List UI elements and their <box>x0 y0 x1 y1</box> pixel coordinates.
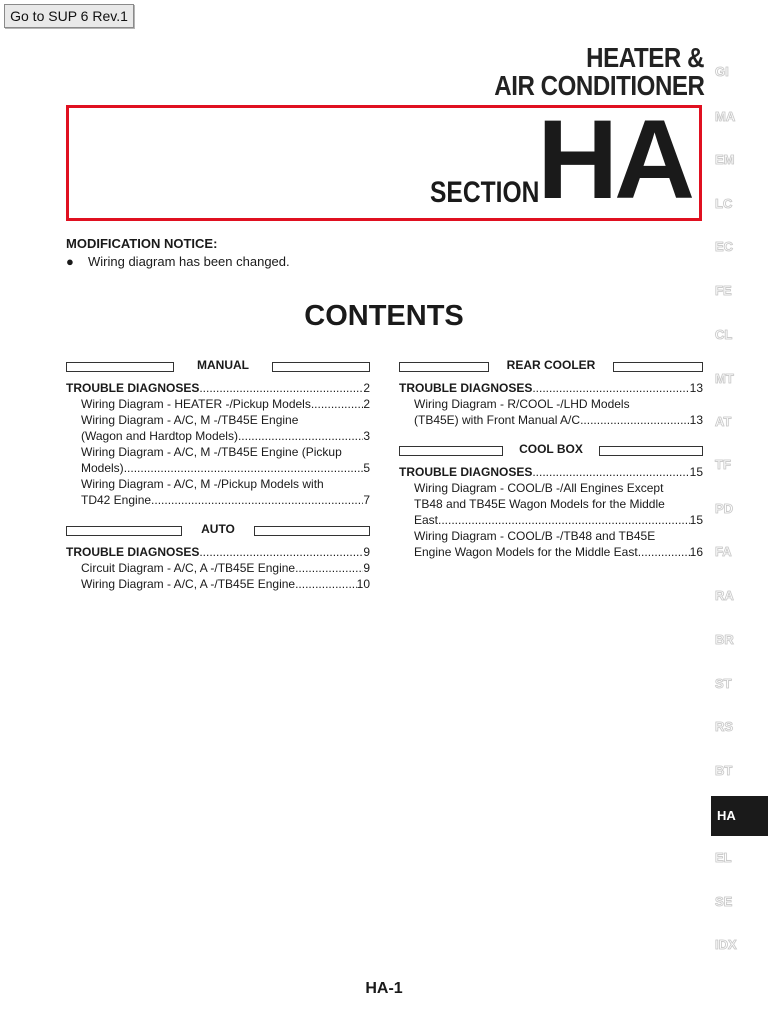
toc-entry-text: TROUBLE DIAGNOSES <box>399 465 533 479</box>
leader-dots <box>151 492 363 508</box>
tab-lc[interactable]: LC <box>715 196 733 211</box>
toc-entry-line[interactable]: TB48 and TB45E Wagon Models for the Middle <box>414 497 665 511</box>
toc-entry-text: Models) <box>81 461 124 475</box>
leader-dots <box>580 412 690 428</box>
modification-notice-item <box>66 254 290 269</box>
group-label-auto: AUTO <box>201 522 235 536</box>
toc-entry-page: 7 <box>363 493 370 507</box>
toc-entry-text: East <box>414 513 439 527</box>
header-box-right <box>613 362 703 372</box>
group-label-cool-box: COOL BOX <box>519 442 583 456</box>
leader-dots <box>199 544 363 560</box>
toc-entry-line[interactable]: Wiring Diagram - A/C, M -/Pickup Models with <box>81 477 324 491</box>
tab-br[interactable]: BR <box>715 632 734 647</box>
tab-em[interactable]: EM <box>715 152 735 167</box>
contents-left-column <box>66 356 370 592</box>
group-header-auto <box>66 520 370 540</box>
header-box-right <box>254 526 370 536</box>
tab-at[interactable]: AT <box>715 414 732 429</box>
tab-cl[interactable]: CL <box>715 327 733 342</box>
header-box-left <box>399 362 489 372</box>
modification-notice-text: Wiring diagram has been changed. <box>88 254 290 269</box>
header-box-right <box>599 446 703 456</box>
page-number: HA-1 <box>365 980 403 997</box>
toc-entry-page: 10 <box>356 577 370 591</box>
toc-entry-text: TROUBLE DIAGNOSES <box>66 545 200 559</box>
leader-dots <box>295 576 357 592</box>
toc-entry-text: Wiring Diagram - A/C, A -/TB45E Engine <box>81 577 296 591</box>
tab-el[interactable]: EL <box>715 850 732 865</box>
leader-dots <box>124 460 364 476</box>
toc-entry-page: 9 <box>363 545 370 559</box>
toc-entry-page: 9 <box>363 561 370 575</box>
modification-notice-title: MODIFICATION NOTICE: <box>66 236 218 251</box>
tab-fe[interactable]: FE <box>715 283 732 298</box>
leader-dots <box>638 544 690 560</box>
tab-pd[interactable]: PD <box>715 501 734 516</box>
toc-entry[interactable] <box>399 380 703 396</box>
tab-idx[interactable]: IDX <box>715 937 737 952</box>
contents-title: CONTENTS <box>304 300 464 332</box>
tab-bt[interactable]: BT <box>715 763 733 778</box>
toc-entry[interactable] <box>66 492 370 508</box>
toc-entry-text: Wiring Diagram - HEATER -/Pickup Models <box>81 397 311 411</box>
title-line-1: HEATER & <box>586 42 704 73</box>
tab-ra[interactable]: RA <box>715 588 734 603</box>
bullet-icon: ● <box>66 254 74 269</box>
toc-entry[interactable] <box>66 428 370 444</box>
toc-entry-line[interactable]: Wiring Diagram - A/C, M -/TB45E Engine <box>81 413 299 427</box>
tab-se[interactable]: SE <box>715 894 733 909</box>
toc-entry-line[interactable]: Wiring Diagram - COOL/B -/TB48 and TB45E <box>414 529 656 543</box>
go-to-sup-button[interactable]: Go to SUP 6 Rev.1 <box>4 4 134 28</box>
toc-entry[interactable] <box>399 544 703 560</box>
leader-dots <box>532 464 689 480</box>
leader-dots <box>199 380 363 396</box>
toc-entry-page: 13 <box>689 413 703 427</box>
toc-entry[interactable] <box>399 512 703 528</box>
contents-right-column <box>399 356 703 560</box>
tab-fa[interactable]: FA <box>715 544 732 559</box>
tab-tf[interactable]: TF <box>715 457 731 472</box>
leader-dots <box>311 396 363 412</box>
tab-ec[interactable]: EC <box>715 239 734 254</box>
header-box-left <box>399 446 503 456</box>
group-header-cool-box <box>399 440 703 460</box>
toc-entry-page: 13 <box>689 381 703 395</box>
toc-entry-text: Engine Wagon Models for the Middle East <box>414 545 638 559</box>
toc-entry[interactable] <box>399 412 703 428</box>
toc-entry-page: 2 <box>363 381 370 395</box>
leader-dots <box>295 560 363 576</box>
group-header-manual <box>66 356 370 376</box>
header-box-left <box>66 526 182 536</box>
toc-entry-text: TD42 Engine <box>81 493 152 507</box>
header-box-right <box>272 362 370 372</box>
group-label-rear-cooler: REAR COOLER <box>506 358 596 372</box>
group-label-manual: MANUAL <box>197 358 249 372</box>
toc-entry-page: 16 <box>689 545 703 559</box>
toc-entry-page: 15 <box>689 513 703 527</box>
toc-entry[interactable] <box>66 396 370 412</box>
toc-entry-text: (Wagon and Hardtop Models) <box>81 429 238 443</box>
section-code: HA <box>537 97 691 222</box>
toc-entry-text: TROUBLE DIAGNOSES <box>399 381 533 395</box>
toc-entry[interactable] <box>66 544 370 560</box>
tab-gi[interactable]: GI <box>715 64 729 79</box>
tab-mt[interactable]: MT <box>715 371 734 386</box>
tab-ha-active[interactable]: HA <box>711 796 768 836</box>
toc-entry-text: Circuit Diagram - A/C, A -/TB45E Engine <box>81 561 296 575</box>
tab-st[interactable]: ST <box>715 676 732 691</box>
toc-entry-line[interactable]: Wiring Diagram - A/C, M -/TB45E Engine (Pickup <box>81 445 342 459</box>
toc-entry[interactable] <box>399 464 703 480</box>
toc-entry-page: 3 <box>363 429 370 443</box>
tab-ma[interactable]: MA <box>715 109 736 124</box>
leader-dots <box>532 380 689 396</box>
header-box-left <box>66 362 174 372</box>
toc-entry-page: 2 <box>363 397 370 411</box>
toc-entry-page: 5 <box>363 461 370 475</box>
group-header-rear-cooler <box>399 356 703 376</box>
toc-entry[interactable] <box>66 560 370 576</box>
section-label: SECTION <box>429 176 539 209</box>
section-box <box>66 97 702 222</box>
leader-dots <box>238 428 363 444</box>
toc-entry-text: TROUBLE DIAGNOSES <box>66 381 200 395</box>
toc-entry[interactable] <box>66 380 370 396</box>
title-line-2: AIR CONDITIONER <box>493 70 704 101</box>
toc-entry-line[interactable]: Wiring Diagram - R/COOL -/LHD Models <box>414 397 630 411</box>
toc-entry-line[interactable]: Wiring Diagram - COOL/B -/All Engines Except <box>414 481 664 495</box>
toc-entry[interactable] <box>66 460 370 476</box>
toc-entry-page: 15 <box>689 465 703 479</box>
tab-rs[interactable]: RS <box>715 719 734 734</box>
toc-entry[interactable] <box>66 576 370 592</box>
toc-entry-text: (TB45E) with Front Manual A/C <box>414 413 581 427</box>
leader-dots <box>438 512 690 528</box>
